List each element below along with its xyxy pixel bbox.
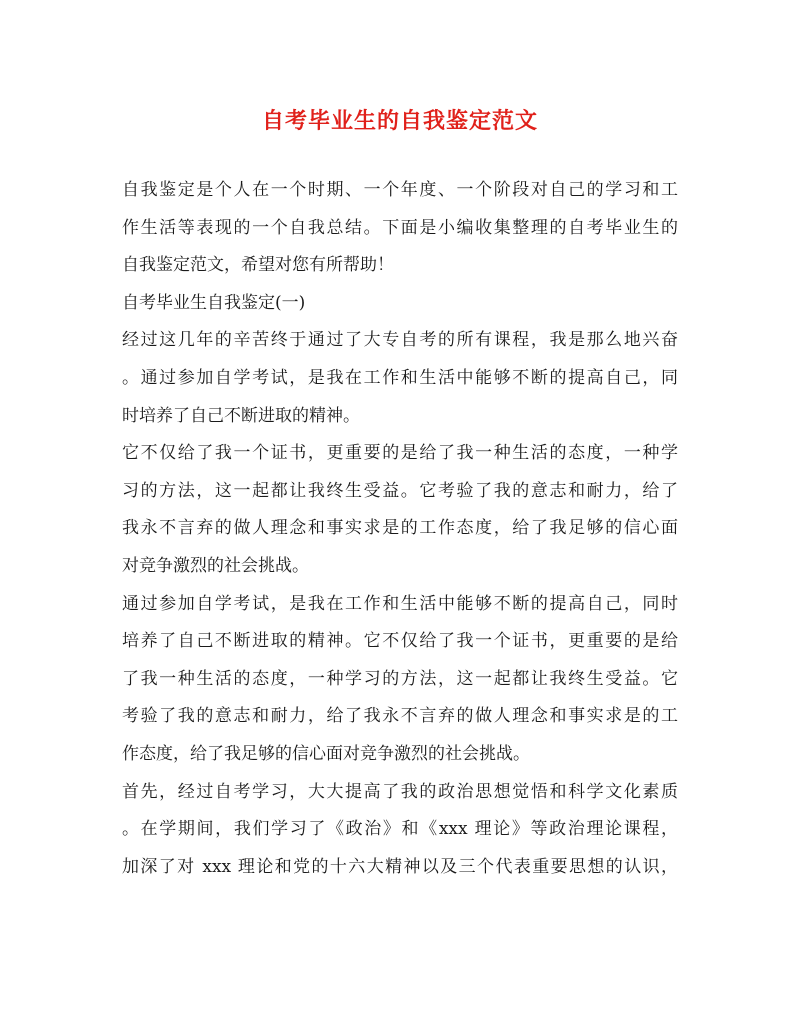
body-line: 培养了自己不断进取的精神。它不仅给了我一个证书，更重要的是给 [122, 631, 678, 652]
body-line: 了我一种生活的态度，一种学习的方法，这一起都让我终生受益。它 [122, 668, 678, 689]
body-line: 对竞争激烈的社会挑战。 [122, 555, 309, 576]
body-line: 。通过参加自学考试，是我在工作和生活中能够不断的提高自己，同 [122, 367, 678, 388]
body-line: 经过这几年的辛苦终于通过了大专自考的所有课程，我是那么地兴奋 [122, 330, 678, 351]
section-heading: 自考毕业生自我鉴定(一) [122, 292, 306, 313]
body-line: 。在学期间，我们学习了《政治》和《xxx 理论》等政治理论课程， [122, 819, 678, 840]
body-line: 通过参加自学考试，是我在工作和生活中能够不断的提高自己，同时 [122, 593, 678, 614]
body-line: 自我鉴定范文，希望对您有所帮助！ [122, 255, 394, 276]
body-line: 时培养了自己不断进取的精神。 [122, 405, 360, 426]
body-line: 我永不言弃的做人理念和事实求是的工作态度，给了我足够的信心面 [122, 518, 678, 539]
body-line: 自我鉴定是个人在一个时期、一个年度、一个阶段对自己的学习和工 [122, 180, 678, 200]
body-line: 考验了我的意志和耐力，给了我永不言弃的做人理念和事实求是的工 [122, 706, 678, 727]
body-line: 首先，经过自考学习，大大提高了我的政治思想觉悟和科学文化素质 [122, 781, 678, 802]
document-title: 自考毕业生的自我鉴定范文 [261, 108, 538, 134]
body-line: 习的方法，这一起都让我终生受益。它考验了我的意志和耐力，给了 [122, 480, 678, 501]
document-body [122, 172, 678, 886]
body-line: 它不仅给了我一个证书，更重要的是给了我一种生活的态度，一种学 [122, 443, 678, 464]
body-line: 加深了对 xxx 理论和党的十六大精神以及三个代表重要思想的认识， [122, 856, 678, 877]
body-line: 作态度，给了我足够的信心面对竞争激烈的社会挑战。 [122, 743, 530, 764]
body-line: 作生活等表现的一个自我总结。下面是小编收集整理的自考毕业生的 [122, 217, 678, 238]
